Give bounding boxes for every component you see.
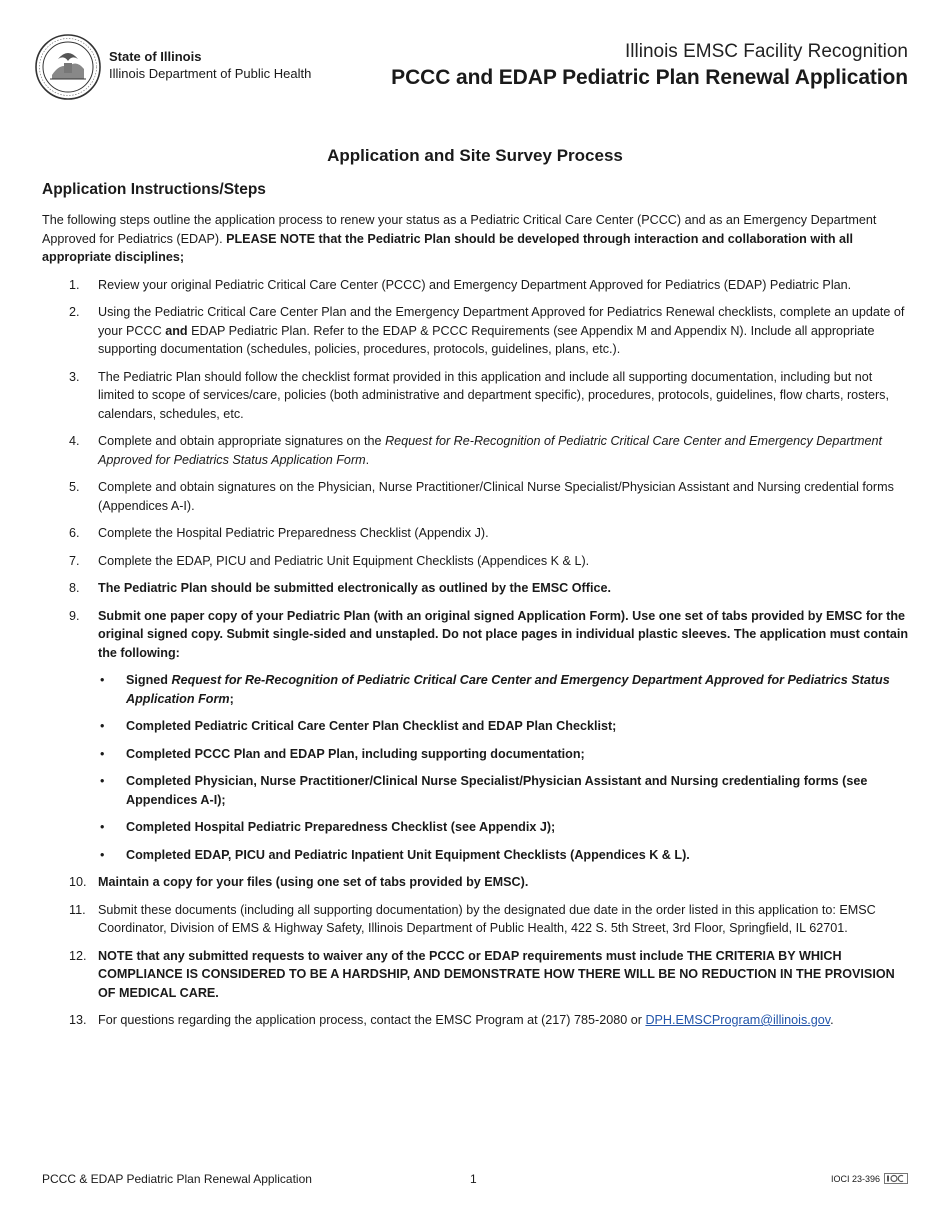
- step-text: Review your original Pediatric Critical Care Center (PCCC) and Emergency Department Approved for Pediatrics (EDAP) Pediatric Plan.: [98, 277, 852, 292]
- step-12: [42, 947, 910, 1003]
- step-3: [42, 368, 910, 424]
- step-text: Complete the Hospital Pediatric Preparedness Checklist (Appendix J).: [98, 526, 489, 540]
- step-number: 4.: [69, 434, 80, 448]
- bullet: •: [100, 746, 105, 761]
- form-name: Request for Re-Recognition of Pediatric Critical Care Center and Emergency Department Approved for Pediatrics Status Application Form: [126, 673, 890, 706]
- list-item: [98, 818, 910, 837]
- document-title: PCCC and EDAP Pediatric Plan Renewal Application: [391, 66, 908, 89]
- intro-note: PLEASE NOTE that the Pediatric Plan should be developed through interaction and collaboration with all appropriate disciplines;: [42, 231, 854, 264]
- step-number: 9.: [69, 608, 80, 623]
- item-text: Completed Physician, Nurse Practitioner/Clinical Nurse Specialist/Physician Assistant and Nursing credentialing forms (see Appendices A-I);: [126, 774, 868, 807]
- step-7: [42, 552, 910, 571]
- item-text: Completed PCCC Plan and EDAP Plan, including supporting documentation;: [126, 746, 585, 761]
- step-number: 13.: [69, 1013, 87, 1027]
- step-text: The Pediatric Plan should follow the checklist format provided in this application and include all supporting documentation, including but not limited to scope of services/care, policies (both administrative and department specific), procedures, protocols, guidelines, flow charts, rosters, calendars, schedules, etc.: [98, 369, 889, 421]
- intro-paragraph: [42, 211, 910, 267]
- section-title: Application and Site Survey Process: [327, 146, 623, 165]
- step-text-bold: and: [165, 323, 188, 338]
- item-text: ;: [229, 691, 234, 706]
- bullet: •: [100, 673, 105, 687]
- agency-block: [109, 48, 311, 82]
- illinois-state-seal-icon: [34, 33, 102, 101]
- step-text: Complete the EDAP, PICU and Pediatric Unit Equipment Checklists (Appendices K & L).: [98, 553, 590, 568]
- step-1: [42, 276, 910, 295]
- step-text: EDAP Pediatric Plan. Refer to the EDAP & PCCC Requirements (see Appendix M and Appendix N). Include all appropriate supporting documentation (schedules, policies, procedures, protocols, guidelines, plans, etc.).: [98, 323, 875, 356]
- emsc-email-link[interactable]: DPH.EMSCProgram@illinois.gov: [645, 1013, 831, 1027]
- step-5: [42, 478, 910, 515]
- header-titles: [391, 40, 908, 92]
- step-11: [42, 901, 910, 938]
- step-text: Complete and obtain signatures on the Physician, Nurse Practitioner/Clinical Nurse Specialist/Physician Assistant and Nursing credential forms (Appendices A-I).: [98, 480, 894, 513]
- item-text: Completed EDAP, PICU and Pediatric Inpatient Unit Equipment Checklists (Appendices K & L).: [126, 847, 690, 862]
- ioci-code: IOCI 23-396: [830, 1173, 880, 1184]
- footer-code-block: [831, 1173, 908, 1184]
- form-name: Request for Re-Recognition of Pediatric Critical Care Center and Emergency Department Approved for Pediatrics Status Application Form: [98, 434, 883, 467]
- step-number: 5.: [69, 480, 80, 494]
- intro-text: The following steps outline the application process to renew your status as a Pediatric Critical Care Center (PCCC) and as an Emergency Department Approved for Pediatrics (EDAP).: [42, 213, 877, 246]
- program-name: Illinois EMSC Facility Recognition: [625, 41, 908, 62]
- subsection-title: Application Instructions/Steps: [42, 181, 266, 198]
- page-number: 1: [470, 1172, 477, 1186]
- steps-list: [42, 276, 910, 1030]
- item-text: Signed: [126, 673, 172, 687]
- step-6: [42, 524, 910, 543]
- step-text: Maintain a copy for your files (using one set of tabs provided by EMSC).: [98, 875, 529, 889]
- list-item: [98, 745, 910, 764]
- bullet: •: [100, 719, 105, 733]
- step-text: Submit one paper copy of your Pediatric Plan (with an original signed Application Form). Use one set of tabs provided by EMSC for the original signed copy. Submit single-sided and unstapled. Do not place pages in individual plastic sleeves. The application must contain the following:: [98, 608, 909, 660]
- step-number: 7.: [69, 553, 80, 568]
- step-13: [42, 1011, 910, 1030]
- step-text: .: [830, 1013, 834, 1027]
- step-4: [42, 432, 910, 469]
- step-text: Complete and obtain appropriate signatures on the: [98, 434, 386, 448]
- list-item: [98, 846, 910, 865]
- footer-document-name: PCCC & EDAP Pediatric Plan Renewal Application: [42, 1172, 312, 1186]
- step-text: NOTE that any submitted requests to waiver any of the PCCC or EDAP requirements must include THE CRITERIA BY WHICH COMPLIANCE IS CONSIDERED TO BE A HARDSHIP, AND DEMONSTRATE HOW THERE WILL BE NO REDUCTION IN THE PROVISION OF MEDICAL CARE.: [98, 948, 895, 1000]
- step-number: 10.: [69, 875, 87, 889]
- step-2: [42, 303, 910, 359]
- step-9: [42, 607, 910, 865]
- bullet: •: [100, 820, 105, 834]
- list-item: [98, 772, 910, 809]
- item-text: Completed Hospital Pediatric Preparedness Checklist (see Appendix J);: [126, 820, 556, 834]
- step-number: 11.: [69, 902, 86, 917]
- item-text: Completed Pediatric Critical Care Center Plan Checklist and EDAP Plan Checklist;: [126, 719, 617, 733]
- step-text: For questions regarding the application process, contact the EMSC Program at (217) 785-2080 or: [98, 1013, 646, 1027]
- step-text: The Pediatric Plan should be submitted electronically as outlined by the EMSC Office.: [98, 581, 611, 595]
- step-number: 6.: [69, 526, 80, 540]
- step-number: 2.: [69, 305, 80, 319]
- step-10: [42, 873, 910, 892]
- step-number: 8.: [69, 581, 80, 595]
- step-number: 12.: [69, 948, 87, 963]
- step-8: [42, 579, 910, 598]
- list-item: [98, 717, 910, 736]
- agency-name: State of Illinois: [109, 49, 202, 64]
- list-item: [98, 671, 910, 708]
- step-text: Submit these documents (including all supporting documentation) by the designated due date in the order listed in this application to: EMSC Coordinator, Division of EMS & Highway Safety, Illinois Department of Public Health, 422 S. 5th Street, 3rd Floor, Springfield, IL 62701.: [98, 902, 876, 935]
- step-text: Using the Pediatric Critical Care Center Plan and the Emergency Department Approved for Pediatrics Renewal checklists, complete an update of your PCCC: [98, 305, 905, 338]
- bullet: •: [100, 847, 105, 862]
- bullet: •: [100, 774, 105, 788]
- step-number: 1.: [69, 277, 80, 292]
- department-name: Illinois Department of Public Health: [109, 66, 312, 81]
- required-contents-list: [98, 671, 910, 864]
- ioci-logo-icon: [884, 1173, 908, 1184]
- step-text: .: [365, 452, 370, 467]
- instructions-body: [42, 211, 910, 1039]
- step-number: 3.: [69, 369, 80, 384]
